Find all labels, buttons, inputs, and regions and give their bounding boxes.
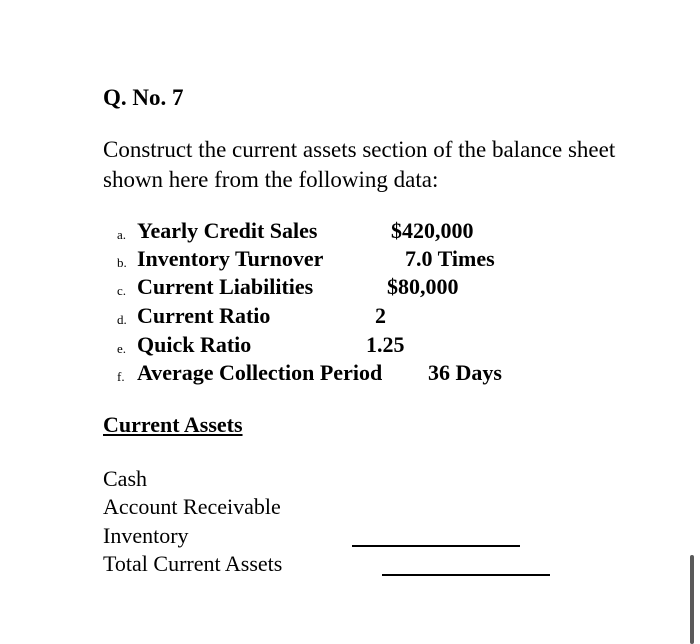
item-label: Current Ratio <box>137 303 271 328</box>
item-letter: a. <box>117 227 127 242</box>
item-value: 36 Days <box>428 360 502 385</box>
item-label: Yearly Credit Sales <box>137 218 318 243</box>
question-prompt: Construct the current assets section of the balance sheet shown here from the following data: <box>103 137 616 192</box>
asset-line-cash: Cash <box>103 466 147 491</box>
item-value: 1.25 <box>366 332 405 357</box>
data-item-inventory-turnover <box>117 246 537 274</box>
current-assets-heading: Current Assets <box>103 412 243 437</box>
question-number: Q. No. 7 <box>103 85 184 110</box>
item-letter: f. <box>117 369 125 384</box>
item-letter: e. <box>117 341 127 356</box>
vertical-scrollbar[interactable] <box>690 555 694 644</box>
item-label: Quick Ratio <box>137 332 252 357</box>
data-item-current-ratio <box>117 303 537 331</box>
asset-line-inventory: Inventory <box>103 523 189 548</box>
item-value: 2 <box>375 303 386 328</box>
total-current-assets-answer-blank <box>382 574 550 576</box>
item-letter: c. <box>117 283 127 298</box>
data-item-quick-ratio <box>117 332 537 360</box>
inventory-answer-blank <box>352 545 520 547</box>
asset-line-total-current-assets: Total Current Assets <box>103 551 283 576</box>
item-label: Inventory Turnover <box>137 246 324 271</box>
item-letter: b. <box>117 255 127 270</box>
item-value: $80,000 <box>387 274 459 299</box>
item-label: Average Collection Period <box>137 360 383 385</box>
data-item-yearly-credit-sales <box>117 218 537 246</box>
item-value: 7.0 Times <box>405 246 495 271</box>
asset-line-account-receivable: Account Receivable <box>103 494 281 519</box>
data-item-current-liabilities <box>117 274 537 302</box>
item-label: Current Liabilities <box>137 274 314 299</box>
data-item-average-collection-period <box>117 360 537 388</box>
item-letter: d. <box>117 312 127 327</box>
item-value: $420,000 <box>391 218 474 243</box>
